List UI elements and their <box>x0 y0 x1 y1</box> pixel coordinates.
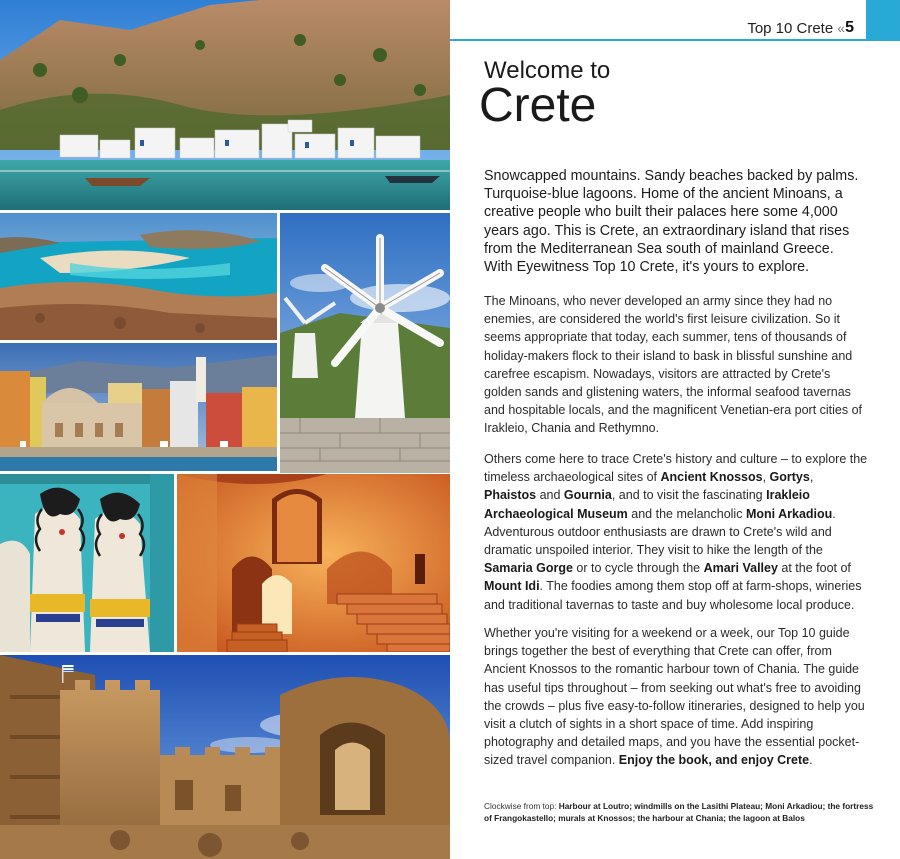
photo-harbour-chania <box>0 343 277 471</box>
photo-lagoon-balos <box>0 213 277 340</box>
photo-harbour-loutro <box>0 0 450 210</box>
bold-ancient-knossos: Ancient Knossos <box>660 470 763 485</box>
running-head-title: Top 10 Crete <box>747 20 834 37</box>
page-title: Crete <box>479 79 597 132</box>
header-rule <box>450 39 866 41</box>
para2-text: . Adventurous outdoor enthusiasts are drawn to Crete's wild and dramatic unspoiled interior. They visit to hike the length of the <box>484 506 836 558</box>
header-accent-block <box>866 0 900 41</box>
para2-text: and <box>536 488 564 503</box>
para2-text: , and to visit the fascinating <box>611 488 767 503</box>
para2-text: or to cycle through the <box>572 561 704 576</box>
bold-irakleio-museum: Irakleio Archaeological Museum <box>484 488 810 521</box>
bold-mount-idi: Mount Idi <box>484 579 540 594</box>
caption-items: Harbour at Loutro; windmills on the Lasithi Plateau; Moni Arkadiou; the fortress of Frangokastello; murals at Knossos; the harbour at Chania; the lagoon at Balos <box>484 801 874 823</box>
photo-murals-knossos <box>0 474 174 652</box>
heading-kicker: Welcome to <box>484 57 611 84</box>
bold-moni-arkadiou: Moni Arkadiou <box>745 506 833 521</box>
para2-text: . The foodies among them stop off at farm-shops, wineries and traditional tavernas to taste and buy wholesome local produce. <box>484 579 862 612</box>
bold-gortys: Gortys <box>769 470 810 485</box>
para3-text: Whether you're visiting for a weekend or a week, our Top 10 guide brings together the best of everything that Crete can offer, from Ancient Knossos to the romantic harbour town of Chania. The guide has useful tips throughout – from seeking out what's free to avoiding the crowds – plus five easy-to-follow itineraries, designed to help you visit a clutch of sights in a short space of time. Add inspiring photography and detailed maps, and you have the essential pocket-sized travel companion. <box>484 626 865 768</box>
photo-fortress-frangokastello <box>0 655 450 859</box>
photo-caption <box>484 800 874 824</box>
page-number: 5 <box>845 19 854 36</box>
caption-lead: Clockwise from top: <box>484 801 559 811</box>
para2-text: and the melancholic <box>627 506 746 521</box>
bold-phaistos: Phaistos <box>484 488 537 503</box>
bold-enjoy-the-book: Enjoy the book, and enjoy Crete <box>618 753 810 768</box>
chevron-left-icon: « <box>837 20 845 36</box>
photo-moni-arkadiou <box>177 474 450 652</box>
para2-text: Others come here to trace Crete's history and culture – to explore the timeless archaeological sites of <box>484 452 868 485</box>
intro-paragraph: Snowcapped mountains. Sandy beaches backed by palms. Turquoise-blue lagoons. Home of the ancient Minoans, a creative people who built their palaces here some 4,000 years ago. This is Crete, an extraordinary island that rises from the Mediterranean Sea south of mainland Greece. With Eyewitness Top 10 Crete, it's yours to explore. <box>484 168 859 276</box>
bold-amari-valley: Amari Valley <box>703 561 778 576</box>
running-head <box>747 20 850 37</box>
bold-gournia: Gournia <box>563 488 612 503</box>
para3-end: . <box>809 753 813 768</box>
para2-text: at the foot of <box>777 561 851 576</box>
text-page <box>450 0 900 859</box>
bold-samaria-gorge: Samaria Gorge <box>484 561 573 576</box>
photo-windmills-lasithi <box>280 213 450 473</box>
body-paragraph-2 <box>484 450 868 614</box>
body-paragraph-3 <box>484 624 868 770</box>
para2-text: , <box>809 470 814 485</box>
para2-text: , <box>762 470 770 485</box>
body-paragraph-1: The Minoans, who never developed an army since they had no enemies, are considered the world's first leisure civilization. So it seems appropriate that today, each summer, tens of thousands of holiday-makers flock to their island to bask in blissful sunshine and carefree escapism. Nowadays, visitors are attracted by Crete's golden sands and glistening waters, the informal seafood tavernas and hospitable locals, and the magnificent Venetian-era port cities of Irakleio, Chania and Rethymno. <box>484 294 863 436</box>
